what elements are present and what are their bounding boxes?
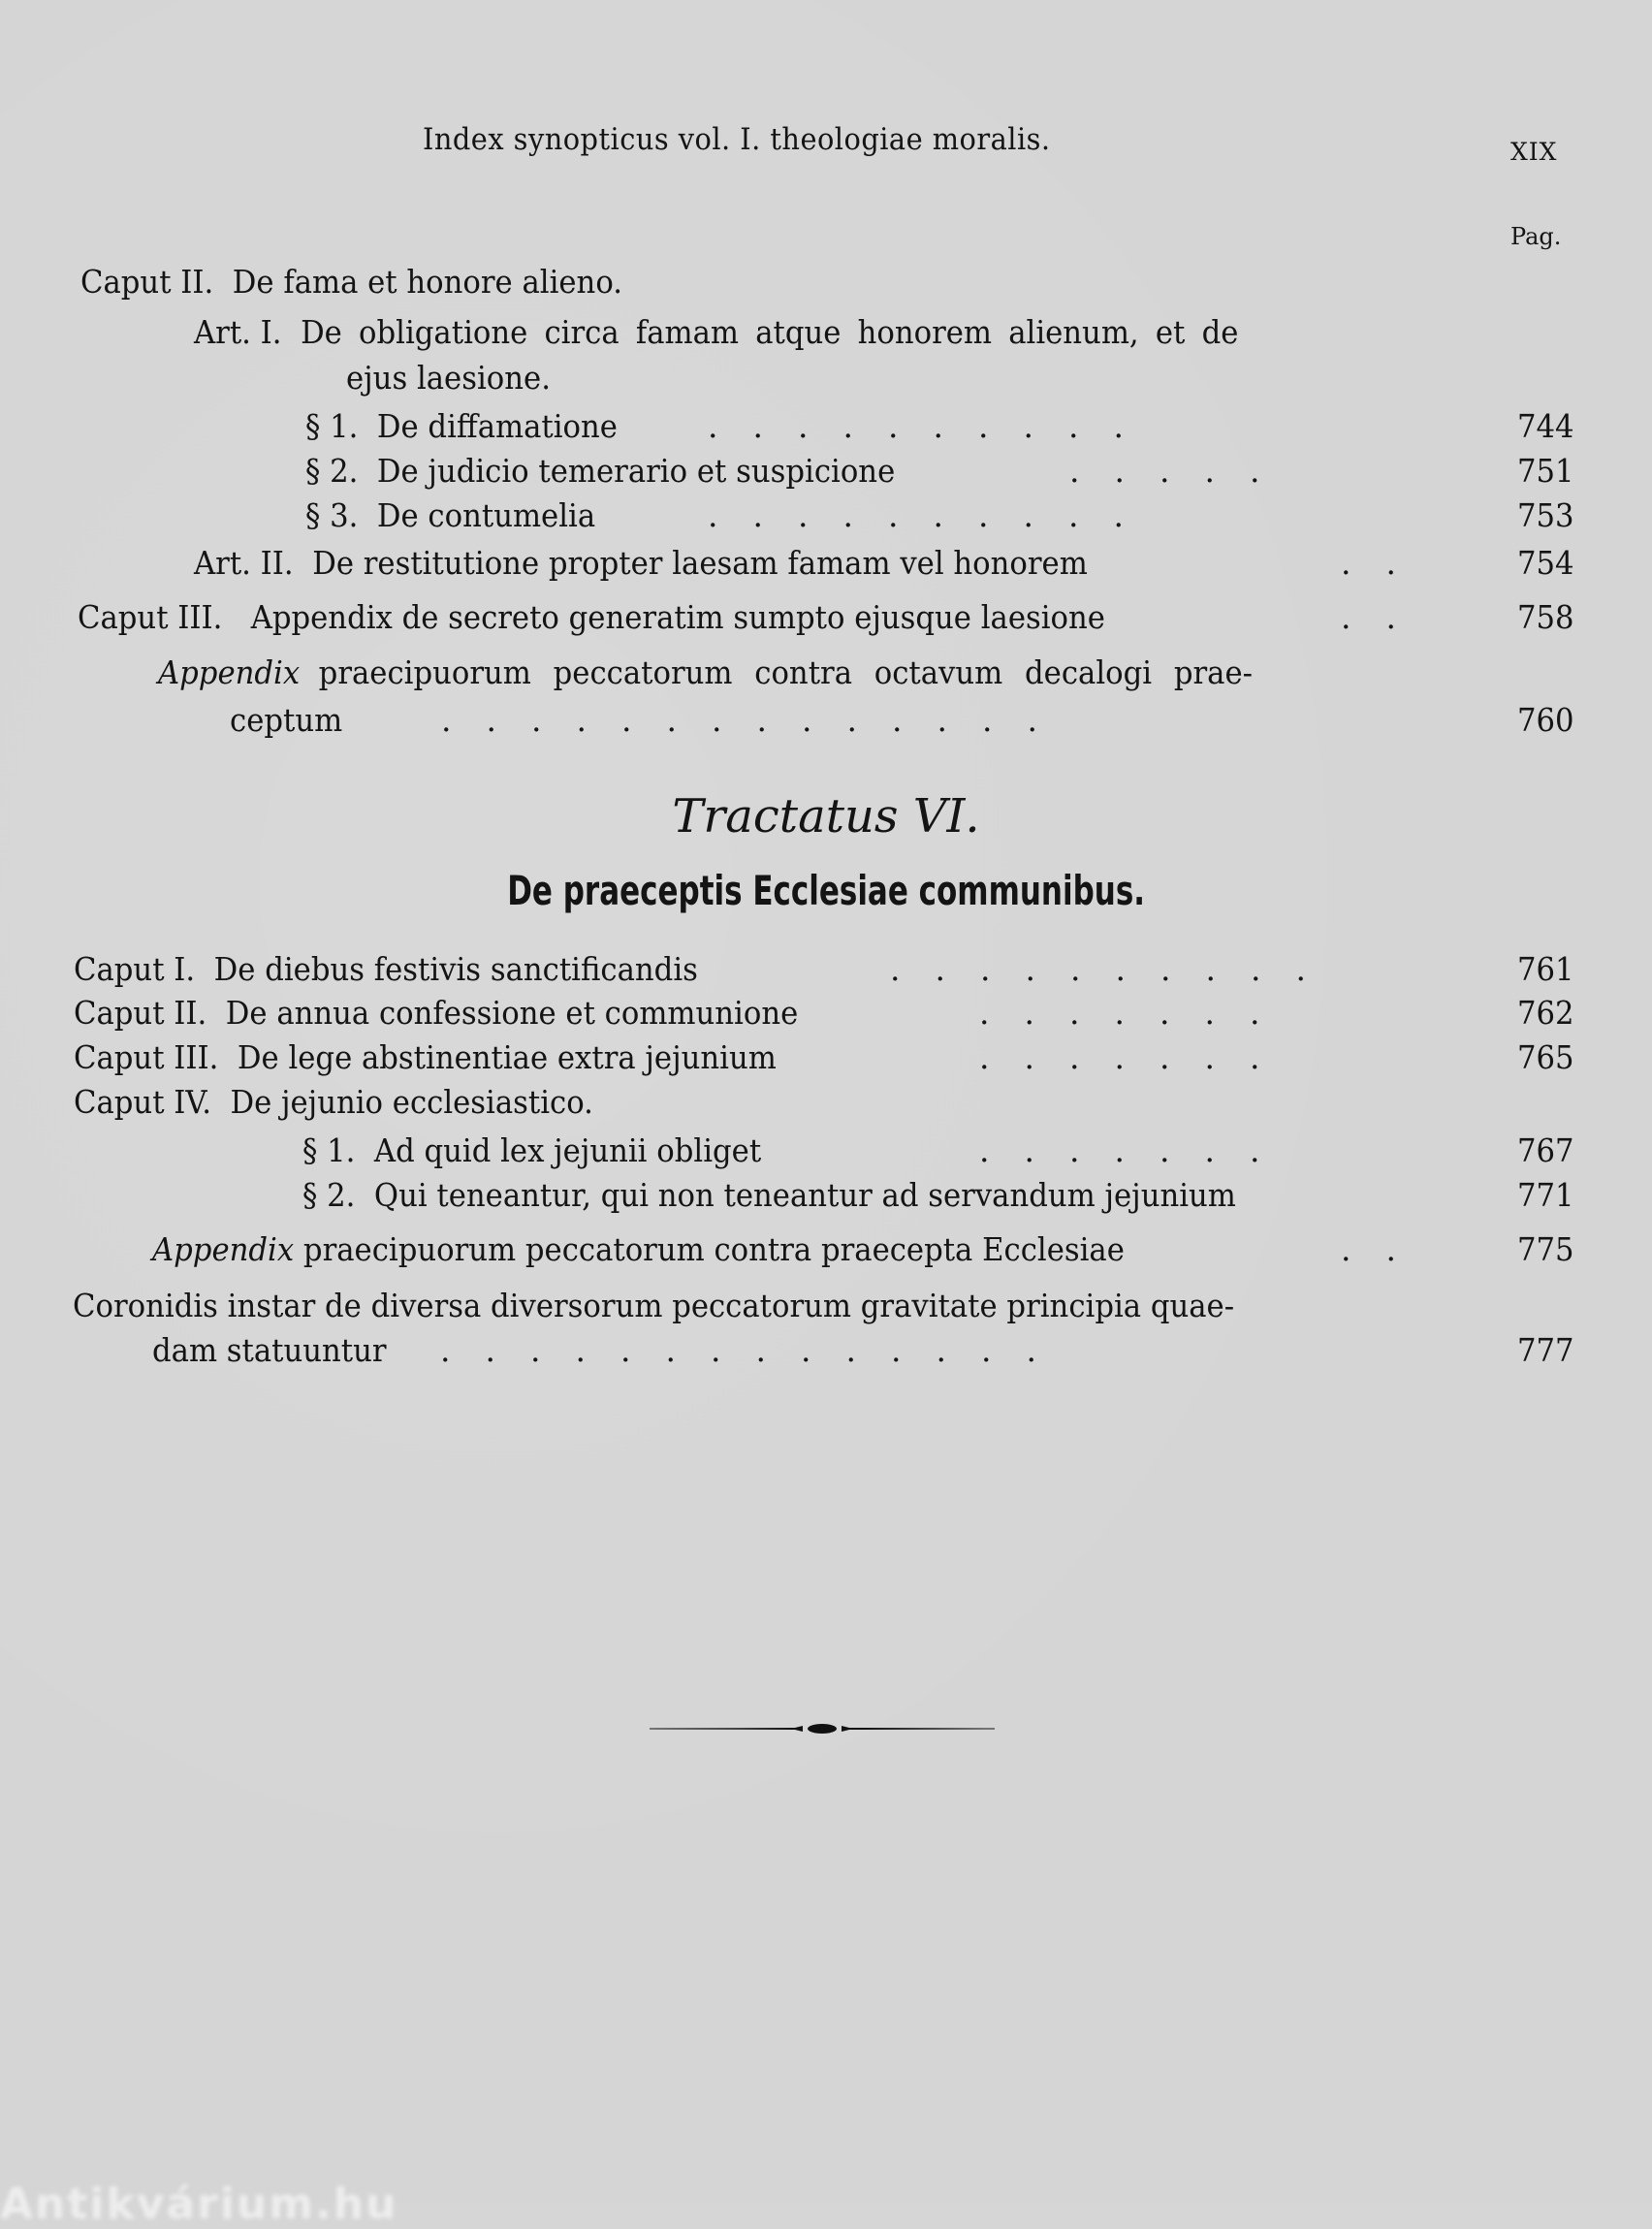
toc-caput-iii-b	[74, 1038, 777, 1076]
page-folio: XIX	[1510, 138, 1558, 166]
entry-title: De jejunio ecclesiastico.	[230, 1083, 593, 1121]
page-number: 760	[1517, 701, 1574, 739]
entry-title: De judicio temerario et suspicione	[376, 452, 896, 490]
entry-title: De obligatione circa famam atque honorem alienum, et de	[301, 313, 1239, 351]
page-column-label: Pag.	[1510, 223, 1562, 250]
dot-leader: . . . . . . .	[979, 1038, 1260, 1076]
entry-title: praecipuorum peccatorum contra octavum decalogi prae-	[318, 653, 1254, 691]
entry-title: De fama et honore alieno.	[232, 263, 623, 301]
entry-label: Caput III.	[78, 598, 223, 636]
entry-title: De diffamatione	[376, 407, 618, 445]
toc-paragraph-1	[305, 407, 618, 445]
entry-title: De contumelia	[376, 496, 596, 534]
toc-caput-iv	[74, 1083, 593, 1121]
dot-leader: . . . . . . .	[979, 994, 1260, 1032]
toc-caput-i	[74, 950, 698, 988]
dot-leader: . . . . . . . . . .	[890, 950, 1306, 988]
toc-appendix-continuation: ceptum	[230, 701, 343, 739]
toc-appendix-octavum	[158, 653, 1254, 691]
entry-label: § 3.	[305, 496, 359, 534]
entry-label: Caput III.	[74, 1038, 219, 1076]
page-number: 777	[1517, 1331, 1574, 1369]
entry-label: Caput II.	[80, 263, 214, 301]
page-number: 765	[1517, 1038, 1574, 1076]
entry-label: § 2.	[305, 452, 359, 490]
toc-art-i-continuation: ejus laesione.	[346, 359, 551, 397]
toc-paragraph-3	[305, 496, 596, 534]
entry-title: Qui teneantur, qui non teneantur ad servandum jejunium	[373, 1176, 1236, 1214]
page-number: 762	[1517, 994, 1574, 1032]
dot-leader: . .	[1341, 544, 1396, 582]
watermark: Antikvárium.hu	[0, 2180, 398, 2229]
dot-leader: . . . . . . . . . .	[708, 496, 1124, 534]
toc-art-i	[194, 313, 1239, 351]
entry-label: Caput II.	[74, 994, 207, 1032]
tractatus-heading: Tractatus VI.	[672, 789, 980, 844]
dot-leader: . . . . . . . . . .	[708, 407, 1124, 445]
entry-label: Caput IV.	[74, 1083, 211, 1121]
entry-label: Appendix	[152, 1230, 295, 1268]
toc-paragraph-2	[305, 452, 896, 490]
running-title: Index synopticus vol. I. theologiae moralis.	[423, 122, 1051, 157]
entry-title: De lege abstinentiae extra jejunium	[237, 1038, 777, 1076]
toc-caput-ii	[80, 263, 623, 301]
page-number: 753	[1517, 496, 1574, 534]
entry-label: Caput I.	[74, 950, 196, 988]
toc-appendix-ecclesiae	[152, 1230, 1125, 1268]
page-number: 775	[1517, 1230, 1574, 1268]
entry-label: Art. I.	[194, 313, 282, 351]
dot-leader: . .	[1341, 1230, 1396, 1268]
toc-art-ii	[194, 544, 1088, 582]
entry-label: § 1.	[302, 1131, 356, 1169]
page-number: 744	[1517, 407, 1574, 445]
toc-coronidis: Coronidis instar de diversa diversorum peccatorum gravitate principia quae-	[73, 1287, 1235, 1324]
dot-leader: . . . . . . .	[979, 1131, 1260, 1169]
toc-paragraph-2-b	[302, 1176, 1236, 1214]
page-number: 754	[1517, 544, 1574, 582]
tractatus-title	[0, 867, 1652, 914]
tailpiece-rule-icon	[650, 1721, 995, 1736]
dot-leader: . . . . . . . . . . . . . .	[441, 701, 1037, 739]
entry-label: Appendix	[158, 653, 301, 691]
page-number: 758	[1517, 598, 1574, 636]
entry-title: De restitutione propter laesam famam vel honorem	[312, 544, 1088, 582]
entry-title: De diebus festivis sanctificandis	[213, 950, 698, 988]
entry-label: § 2.	[302, 1176, 356, 1214]
dot-leader: . . . . .	[1069, 452, 1260, 490]
dot-leader: . . . . . . . . . . . . . .	[440, 1331, 1036, 1369]
entry-title: Ad quid lex jejunii obliget	[373, 1131, 762, 1169]
toc-paragraph-1-b	[302, 1131, 762, 1169]
entry-label: Art. II.	[194, 544, 294, 582]
page-number: 767	[1517, 1131, 1574, 1169]
tractatus-title-text: De praeceptis Ecclesiae communibus.	[507, 867, 1145, 914]
entry-title: praecipuorum peccatorum contra praecepta Ecclesiae	[302, 1230, 1125, 1268]
dot-leader: . .	[1341, 598, 1396, 636]
page-number: 761	[1517, 950, 1574, 988]
entry-label: § 1.	[305, 407, 359, 445]
toc-coronidis-continuation: dam statuuntur	[152, 1331, 387, 1369]
entry-title: De annua confessione et communione	[225, 994, 799, 1032]
toc-caput-iii	[78, 598, 1105, 636]
entry-title: Appendix de secreto generatim sumpto ejusque laesione	[250, 598, 1105, 636]
page-number: 771	[1517, 1176, 1574, 1214]
toc-caput-ii-b	[74, 994, 799, 1032]
page-number: 751	[1517, 452, 1574, 490]
